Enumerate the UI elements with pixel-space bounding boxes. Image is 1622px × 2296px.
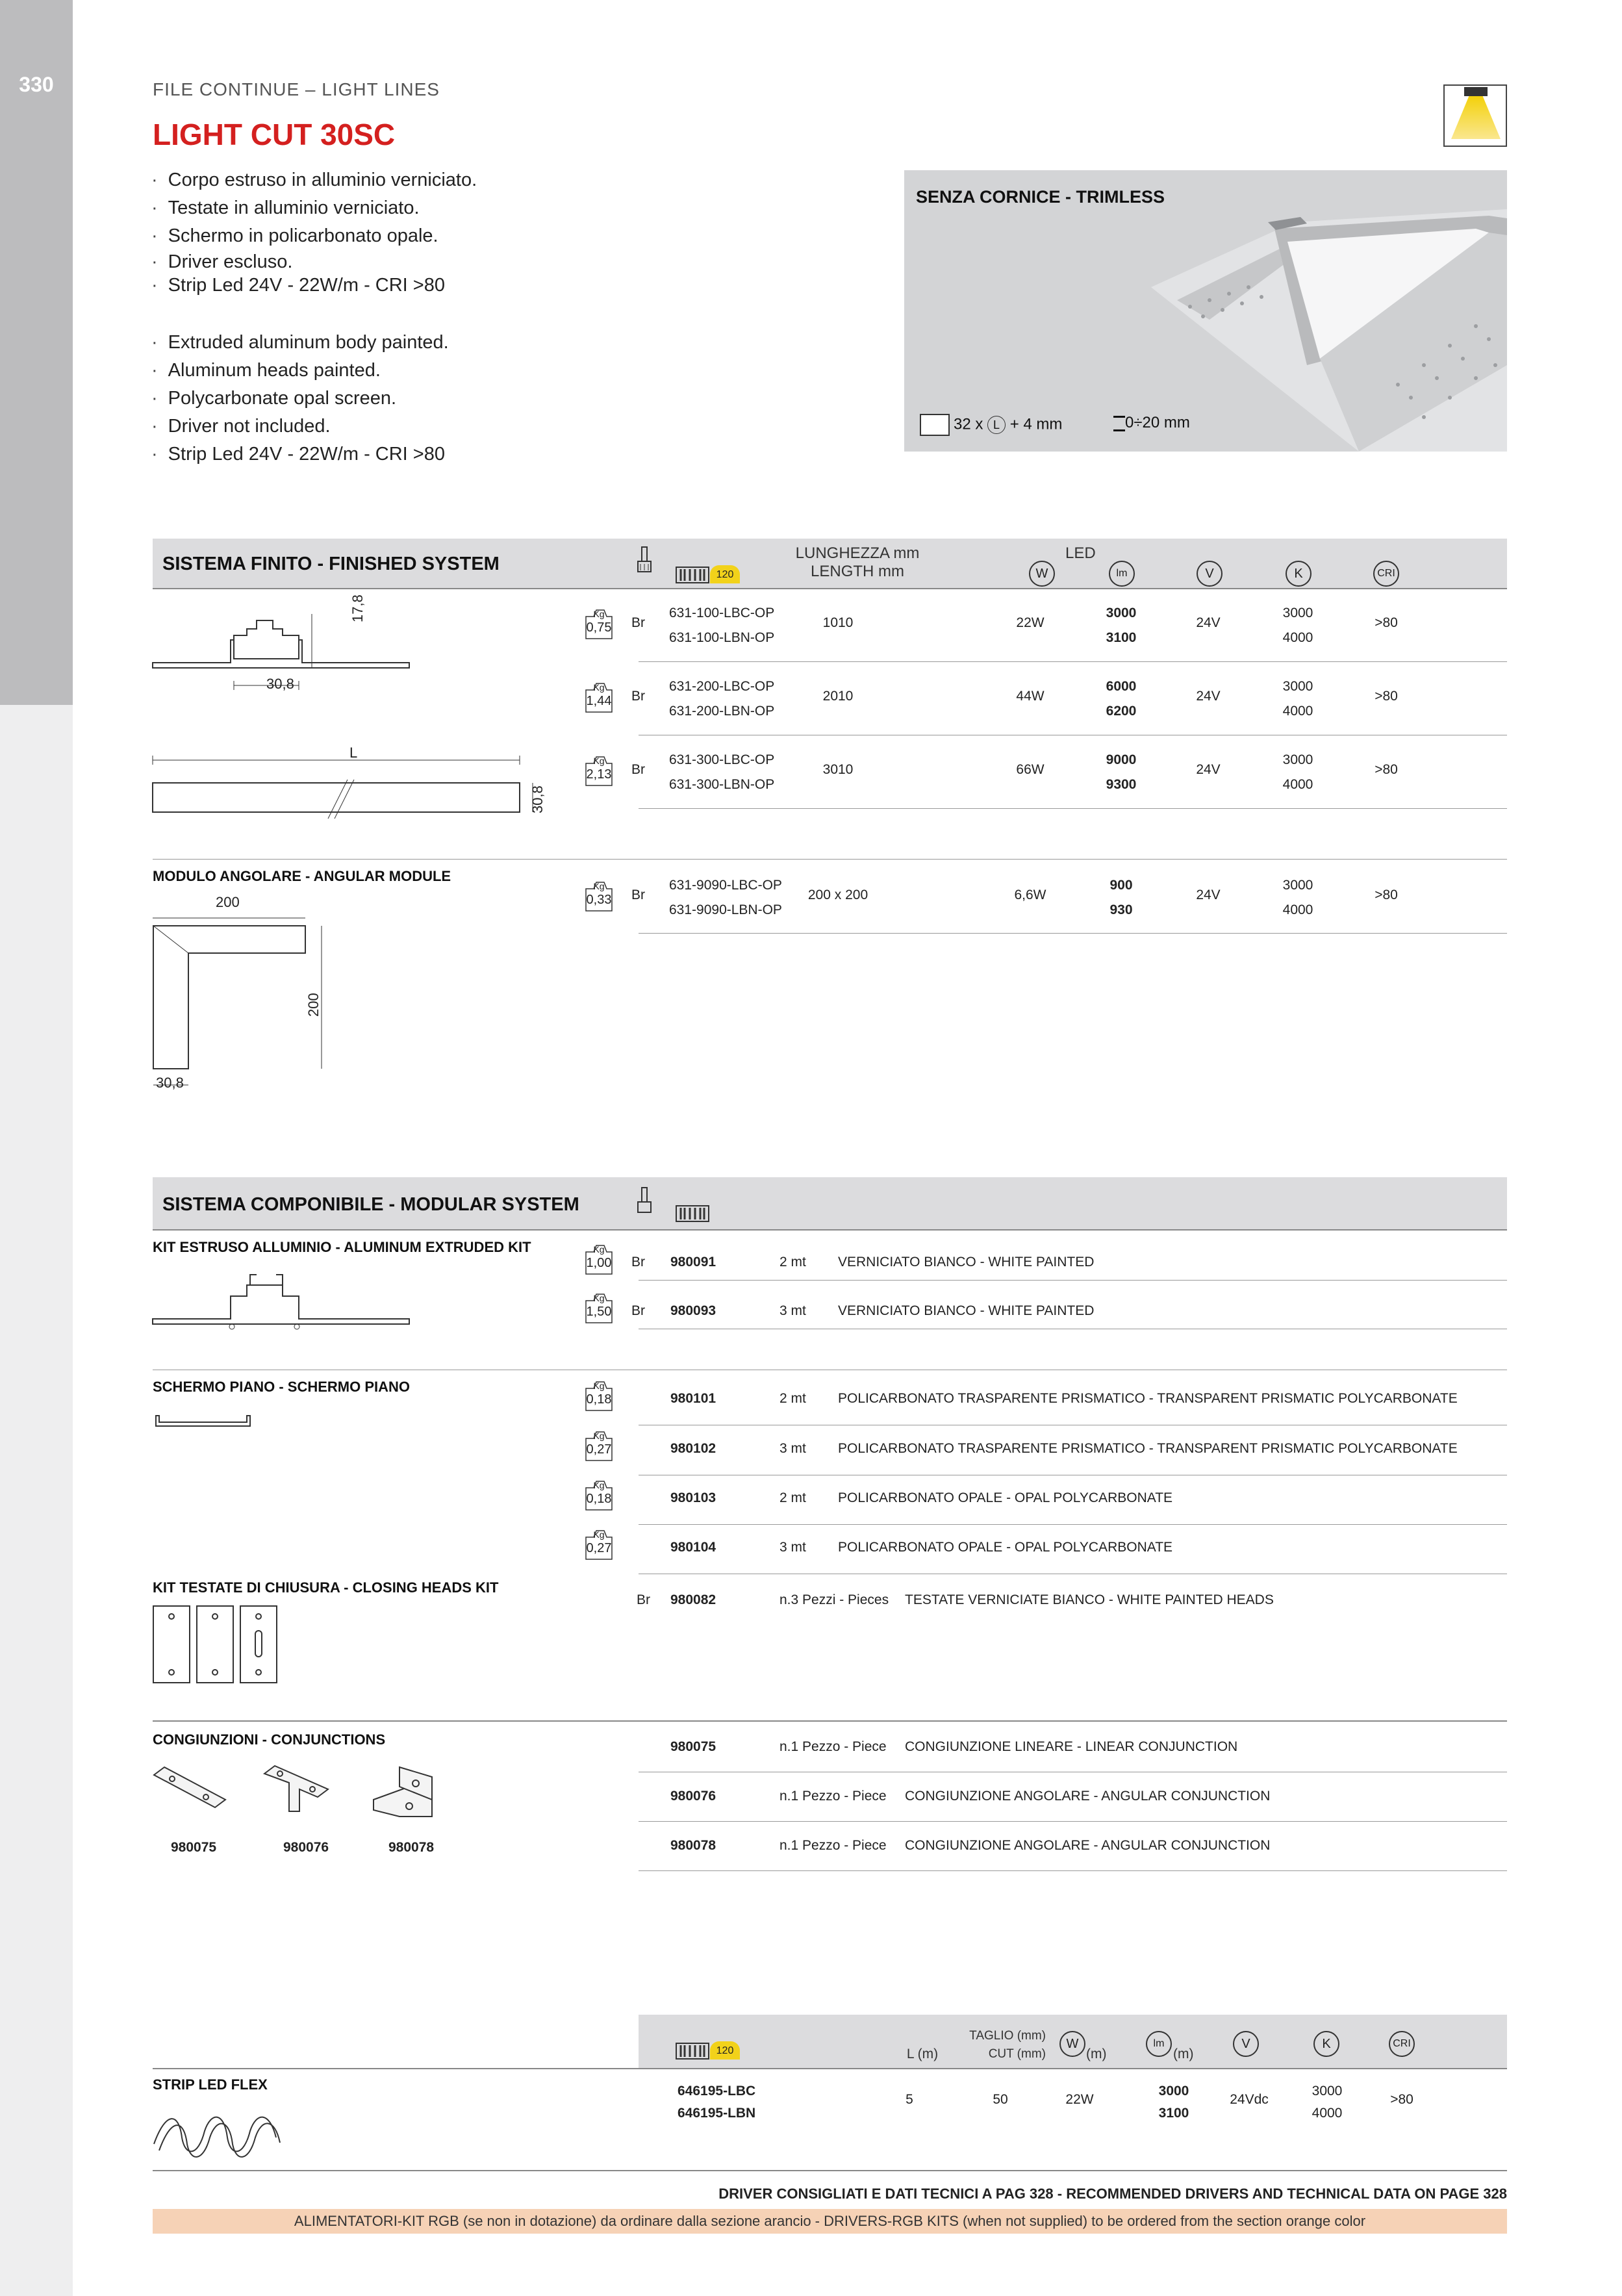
- lumen-icon: lm: [1109, 561, 1135, 587]
- led-density-badge: 120: [710, 565, 740, 583]
- weight-icon: Kg 0,75: [585, 609, 613, 640]
- kelvin-icon: K: [1313, 2031, 1339, 2057]
- feature-item: · Testate in alluminio verniciato.: [151, 194, 477, 222]
- dim-height: 17,8: [349, 594, 366, 622]
- lumens: 3000 3100: [1106, 606, 1137, 645]
- finish: Br: [631, 762, 645, 777]
- features-italian: [151, 166, 477, 297]
- feature-item: · Aluminum heads painted.: [151, 357, 449, 385]
- kit-profile-drawing: [153, 1267, 412, 1332]
- description: CONGIUNZIONE ANGOLARE - ANGULAR CONJUNCTION: [905, 1838, 1271, 1853]
- description: POLICARBONATO OPALE - OPAL POLYCARBONATE: [838, 1540, 1173, 1555]
- product-photo: [904, 170, 1507, 452]
- code: 980103: [670, 1490, 716, 1505]
- conj-label: CONGIUNZIONI - CONJUNCTIONS: [153, 1731, 386, 1748]
- quantity: n.1 Pezzo - Piece: [779, 1739, 887, 1754]
- weight-icon: Kg 0,18: [585, 1381, 613, 1412]
- page-title: LIGHT CUT 30SC: [153, 118, 396, 151]
- heads-finish: Br: [637, 1592, 650, 1607]
- strip-l-header: L (m): [906, 2047, 939, 2061]
- length: 1010: [822, 615, 854, 630]
- cri: >80: [1375, 887, 1398, 902]
- weight-icon: Kg 0,18: [585, 1480, 613, 1511]
- cri-icon: CRI: [1373, 561, 1399, 587]
- cri-icon: CRI: [1389, 2031, 1415, 2057]
- cri: >80: [1375, 615, 1398, 630]
- led-strip-drawing: [153, 2111, 283, 2157]
- finish: Br: [631, 887, 645, 902]
- screen-profile-drawing: [156, 1413, 253, 1429]
- weight-icon: Kg 2,13: [585, 756, 613, 787]
- description: VERNICIATO BIANCO - WHITE PAINTED: [838, 1303, 1095, 1318]
- kit-label: KIT ESTRUSO ALLUMINIO - ALUMINUM EXTRUDED KIT: [153, 1239, 531, 1255]
- watt-icon: W: [1029, 561, 1055, 587]
- finish: Br: [631, 1255, 645, 1269]
- page-number: 330: [19, 73, 54, 96]
- feature-item: · Polycarbonate opal screen.: [151, 385, 449, 413]
- length-header: LUNGHEZZA mm LENGTH mm: [795, 544, 920, 580]
- recessed-light-icon: [1443, 84, 1507, 147]
- finish: Br: [631, 689, 645, 704]
- weight-icon: Kg 0,33: [585, 881, 613, 912]
- volt-icon: V: [1197, 561, 1223, 587]
- kelvin: 3000 4000: [1282, 606, 1313, 645]
- volt: 24V: [1196, 762, 1221, 777]
- length: 2 mt: [779, 1255, 806, 1269]
- strip-codes: 646195-LBC 646195-LBN: [678, 2084, 756, 2121]
- length-drawing: [153, 754, 529, 825]
- strip-watt: 22W: [1065, 2092, 1094, 2107]
- length: 3 mt: [779, 1303, 806, 1318]
- feature-item: · Driver escluso.: [151, 250, 477, 274]
- strip-volt: 24Vdc: [1230, 2092, 1269, 2107]
- lumens: 6000 6200: [1106, 679, 1137, 719]
- led-density-badge: 120: [710, 2041, 740, 2060]
- weight-icon: Kg 1,44: [585, 682, 613, 713]
- heads-label: KIT TESTATE DI CHIUSURA - CLOSING HEADS KIT: [153, 1579, 499, 1596]
- brush-icon: [637, 1188, 652, 1214]
- quantity: n.1 Pezzo - Piece: [779, 1838, 887, 1853]
- description: POLICARBONATO TRASPARENTE PRISMATICO - TRANSPARENT PRISMATIC POLYCARBONATE: [838, 1441, 1458, 1456]
- heads-desc: TESTATE VERNICIATE BIANCO - WHITE PAINTED HEADS: [905, 1592, 1274, 1607]
- length: 2 mt: [779, 1490, 806, 1505]
- watt: 22W: [1016, 615, 1045, 630]
- quantity: n.1 Pezzo - Piece: [779, 1789, 887, 1804]
- profile-render: [904, 170, 1507, 452]
- length-symbol: L: [987, 416, 1006, 434]
- volt: 24V: [1196, 887, 1221, 902]
- features-english: [151, 329, 449, 468]
- watt: 66W: [1016, 762, 1045, 777]
- photo-caption: SENZA CORNICE - TRIMLESS: [916, 187, 1165, 207]
- code: 980076: [670, 1789, 716, 1804]
- watt-icon: W: [1059, 2031, 1085, 2057]
- kelvin-icon: K: [1286, 561, 1312, 587]
- angular-label: MODULO ANGOLARE - ANGULAR MODULE: [153, 868, 451, 884]
- strip-lumens: 3000 3100: [1158, 2084, 1189, 2121]
- rgb-kit-banner: ALIMENTATORI-KIT RGB (se non in dotazione) da ordinare dalla sezione arancio - DRIVERS-RGB KITS (when not supplied) to be ordered from the section orange color: [153, 2209, 1507, 2234]
- modular-title: SISTEMA COMPONIBILE - MODULAR SYSTEM: [162, 1194, 579, 1215]
- strip-cri: >80: [1390, 2092, 1413, 2107]
- conj-img-label: 980075: [171, 1840, 217, 1855]
- kelvin: 3000 4000: [1282, 878, 1313, 917]
- led-header: LED: [1065, 544, 1096, 562]
- finish: Br: [631, 1303, 645, 1318]
- thickness-icon: [1113, 416, 1125, 431]
- heads-qty: n.3 Pezzi - Pieces: [779, 1592, 889, 1607]
- strip-label: STRIP LED FLEX: [153, 2076, 268, 2093]
- code: 980093: [670, 1303, 716, 1318]
- volt: 24V: [1196, 689, 1221, 704]
- feature-item: · Strip Led 24V - 22W/m - CRI >80: [151, 440, 449, 468]
- lumens: 900 930: [1109, 878, 1133, 917]
- watt: 44W: [1016, 689, 1045, 704]
- strip-cut: 50: [993, 2092, 1008, 2107]
- cri: >80: [1375, 689, 1398, 704]
- dim-width: 30,8: [266, 676, 294, 692]
- dim-angular-h: 200: [305, 993, 322, 1017]
- lumen-unit: (m): [1173, 2047, 1194, 2061]
- weight-icon: Kg 1,00: [585, 1244, 613, 1275]
- feature-item: · Driver not included.: [151, 413, 449, 440]
- strip-cut-header: TAGLIO (mm) CUT (mm): [969, 2029, 1046, 2061]
- screens-label: SCHERMO PIANO - SCHERMO PIANO: [153, 1379, 411, 1395]
- code: 980091: [670, 1255, 716, 1269]
- dim-length: L: [349, 745, 358, 761]
- description: POLICARBONATO TRASPARENTE PRISMATICO - TRANSPARENT PRISMATIC POLYCARBONATE: [838, 1391, 1458, 1406]
- cutout-icon: [920, 414, 950, 436]
- length: 3 mt: [779, 1540, 806, 1555]
- side-strip-dark: [0, 0, 73, 705]
- feature-item: · Schermo in policarbonato opale.: [151, 222, 477, 250]
- watt-unit: (m): [1086, 2047, 1107, 2061]
- dim-profile-height: 30,8: [529, 785, 546, 813]
- weight-icon: Kg 0,27: [585, 1431, 613, 1462]
- strip-kelvin: 3000 4000: [1312, 2084, 1343, 2121]
- code: 980078: [670, 1838, 716, 1853]
- code: 980075: [670, 1739, 716, 1754]
- product-codes: 631-200-LBC-OP 631-200-LBN-OP: [669, 679, 775, 719]
- length: 2 mt: [779, 1391, 806, 1406]
- kelvin: 3000 4000: [1282, 679, 1313, 719]
- breadcrumb: FILE CONTINUE – LIGHT LINES: [153, 79, 440, 99]
- feature-item: · Corpo estruso in alluminio verniciato.: [151, 166, 477, 194]
- feature-item: · Extruded aluminum body painted.: [151, 329, 449, 357]
- led-strip-icon: [676, 2043, 709, 2060]
- weight-icon: Kg 0,27: [585, 1529, 613, 1561]
- conj-img-label: 980078: [388, 1840, 435, 1855]
- strip-l: 5: [906, 2092, 913, 2107]
- thickness-measure: 0÷20 mm: [1113, 414, 1190, 432]
- volt-icon: V: [1233, 2031, 1259, 2057]
- product-codes: 631-9090-LBC-OP 631-9090-LBN-OP: [669, 878, 782, 917]
- conjunctions-drawing: [153, 1761, 438, 1819]
- led-strip-icon: [676, 567, 709, 583]
- conj-img-label: 980076: [283, 1840, 329, 1855]
- dim-angular-w: 200: [216, 894, 240, 910]
- led-strip-icon: [676, 1205, 709, 1222]
- lumens: 9000 9300: [1106, 752, 1137, 792]
- length: 3010: [822, 762, 854, 777]
- kelvin: 3000 4000: [1282, 752, 1313, 792]
- feature-item: · Strip Led 24V - 22W/m - CRI >80: [151, 274, 477, 297]
- finished-title: SISTEMA FINITO - FINISHED SYSTEM: [162, 554, 500, 574]
- code: 980101: [670, 1391, 716, 1406]
- closing-heads-drawing: [153, 1605, 283, 1686]
- description: POLICARBONATO OPALE - OPAL POLYCARBONATE: [838, 1490, 1173, 1505]
- code: 980104: [670, 1540, 716, 1555]
- finish: Br: [631, 615, 645, 630]
- product-codes: 631-100-LBC-OP 631-100-LBN-OP: [669, 606, 775, 645]
- heads-code: 980082: [670, 1592, 716, 1607]
- cri: >80: [1375, 762, 1398, 777]
- drivers-note: DRIVER CONSIGLIATI E DATI TECNICI A PAG 328 - RECOMMENDED DRIVERS AND TECHNICAL DATA ON PAGE 328: [718, 2186, 1507, 2202]
- code: 980102: [670, 1441, 716, 1456]
- description: CONGIUNZIONE ANGOLARE - ANGULAR CONJUNCTION: [905, 1789, 1271, 1804]
- length: 200 x 200: [807, 887, 868, 902]
- weight-icon: Kg 1,50: [585, 1293, 613, 1324]
- product-codes: 631-300-LBC-OP 631-300-LBN-OP: [669, 752, 775, 792]
- brush-icon: [637, 547, 652, 573]
- description: CONGIUNZIONE LINEARE - LINEAR CONJUNCTION: [905, 1739, 1238, 1754]
- lumen-icon: lm: [1146, 2031, 1172, 2057]
- cutout-measure: 32 x L + 4 mm: [920, 414, 1062, 436]
- volt: 24V: [1196, 615, 1221, 630]
- description: VERNICIATO BIANCO - WHITE PAINTED: [838, 1255, 1095, 1269]
- length: 2010: [822, 689, 854, 704]
- length: 3 mt: [779, 1441, 806, 1456]
- dim-angular-t: 30,8: [156, 1075, 184, 1091]
- watt: 6,6W: [1014, 887, 1046, 902]
